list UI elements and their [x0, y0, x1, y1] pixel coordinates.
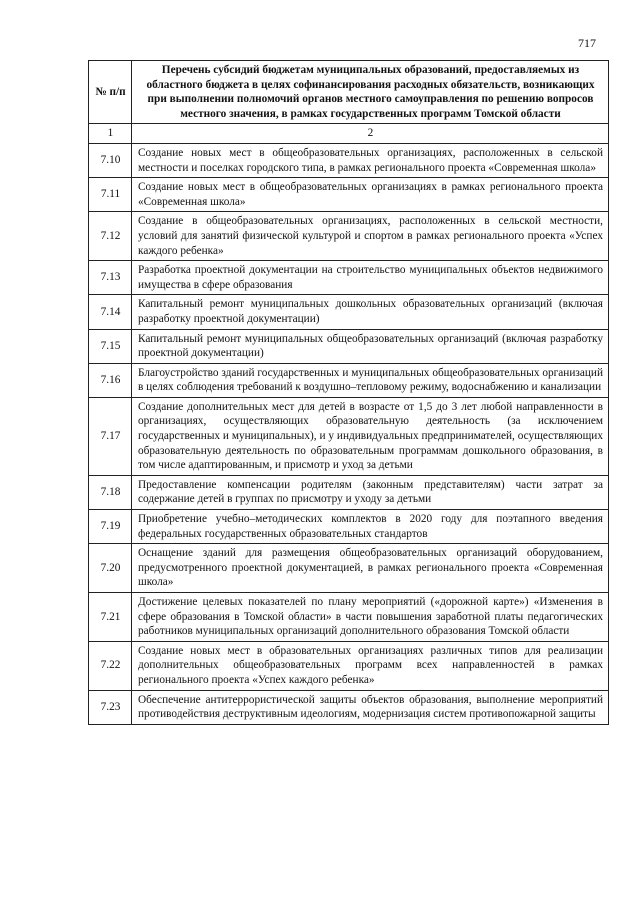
- row-number: 7.12: [89, 212, 132, 261]
- row-number: 7.19: [89, 510, 132, 544]
- row-number: 7.22: [89, 641, 132, 690]
- row-description: Создание в общеобразовательных организациях, расположенных в сельской местности, условий для занятий физической культурой и спортом в рамках регионального проекта «Успех каждого ребенка»: [132, 212, 609, 261]
- row-description: Создание дополнительных мест для детей в возрасте от 1,5 до 3 лет любой направленности в организациях, осуществляющих образовательную деятельность (за исключением государственных и муниципальных), и у индивидуальных предпринимателей, осуществляющих образовательную деятельность по образовательным программам дошкольного образования, в том числе адаптированным, и присмотр и уход за детьми: [132, 397, 609, 475]
- row-description: Разработка проектной документации на строительство муниципальных объектов недвижимого имущества в сфере образования: [132, 261, 609, 295]
- row-number: 7.23: [89, 690, 132, 724]
- page-number: 717: [578, 36, 596, 50]
- row-description: Создание новых мест в общеобразовательных организациях, расположенных в сельской местности и поселках городского типа, в рамках регионального проекта «Современная школа»: [132, 143, 609, 177]
- table-row: [89, 295, 609, 329]
- row-number: 7.21: [89, 593, 132, 642]
- table-row: [89, 212, 609, 261]
- table-row: [89, 261, 609, 295]
- row-number: 7.13: [89, 261, 132, 295]
- row-number: 7.15: [89, 329, 132, 363]
- table-row: [89, 178, 609, 212]
- row-description: Предоставление компенсации родителям (законным представителям) части затрат за содержание детей в группах по присмотру и уходу за детьми: [132, 475, 609, 509]
- row-description: Капитальный ремонт муниципальных общеобразовательных организаций (включая разработку проектной документации): [132, 329, 609, 363]
- row-description: Оснащение зданий для размещения общеобразовательных организаций оборудованием, предусмотренного проектной документацией, в рамках регионального проекта «Современная школа»: [132, 544, 609, 593]
- row-number: 7.18: [89, 475, 132, 509]
- row-number: 7.14: [89, 295, 132, 329]
- table-row: [89, 510, 609, 544]
- title-column-header: Перечень субсидий бюджетам муниципальных образований, предоставляемых из областного бюджета в целях софинансирования расходных обязательств, возникающих при выполнении полномочий органов местного самоуправления по решению вопросов местного значения, в рамках государственных программ Томской области: [132, 61, 609, 124]
- row-description: Капитальный ремонт муниципальных дошкольных образовательных организаций (включая разработку проектной документации): [132, 295, 609, 329]
- table-header-row: [89, 61, 609, 124]
- row-number: 7.10: [89, 143, 132, 177]
- subsidies-table: [88, 60, 609, 725]
- column-number-2: 2: [132, 124, 609, 144]
- row-description: Благоустройство зданий государственных и муниципальных общеобразовательных организаций в целях соблюдения требований к воздушно–тепловому режиму, водоснабжению и канализации: [132, 363, 609, 397]
- row-description: Создание новых мест в образовательных организациях различных типов для реализации дополнительных общеобразовательных программ всех направленностей в рамках регионального проекта «Успех каждого ребенка»: [132, 641, 609, 690]
- table-row: [89, 143, 609, 177]
- table-row: [89, 475, 609, 509]
- row-description: Создание новых мест в общеобразовательных организациях в рамках регионального проекта «Современная школа»: [132, 178, 609, 212]
- table-row: [89, 641, 609, 690]
- row-number: 7.20: [89, 544, 132, 593]
- table-row: [89, 544, 609, 593]
- column-number-row: [89, 124, 609, 144]
- table-row: [89, 329, 609, 363]
- row-number: 7.16: [89, 363, 132, 397]
- row-number: 7.11: [89, 178, 132, 212]
- number-column-header: № п/п: [89, 61, 132, 124]
- row-description: Достижение целевых показателей по плану мероприятий («дорожной карте») «Изменения в сфере образования в Томской области» в части повышения заработной платы педагогических работников муниципальных организаций дополнительного образования Томской области: [132, 593, 609, 642]
- table-row: [89, 397, 609, 475]
- table-row: [89, 593, 609, 642]
- row-description: Приобретение учебно–методических комплектов в 2020 году для поэтапного введения федеральных государственных образовательных стандартов: [132, 510, 609, 544]
- column-number-1: 1: [89, 124, 132, 144]
- row-number: 7.17: [89, 397, 132, 475]
- table-row: [89, 690, 609, 724]
- row-description: Обеспечение антитеррористической защиты объектов образования, выполнение мероприятий противодействия деструктивным идеологиям, модернизация систем противопожарной защиты: [132, 690, 609, 724]
- table-row: [89, 363, 609, 397]
